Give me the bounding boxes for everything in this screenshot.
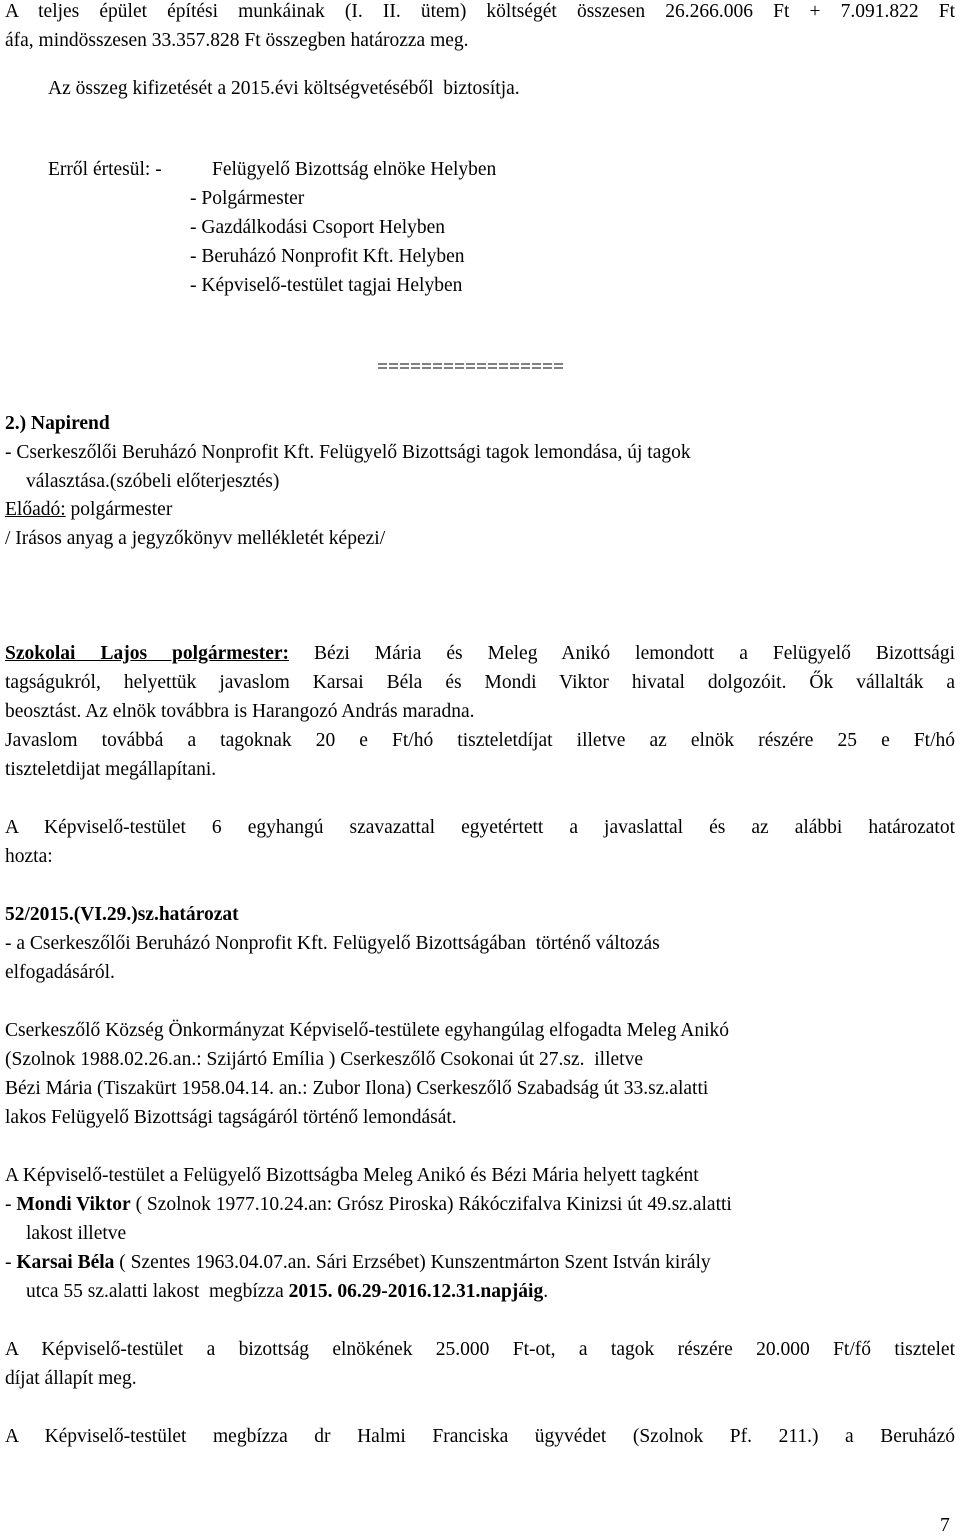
resolution-p4-line-1: A Képviselő-testület megbízza dr Halmi Franciska ügyvédet (Szolnok Pf. 211.) a Beruházó bbox=[5, 1426, 955, 1447]
member-1-line bbox=[5, 1195, 732, 1215]
speech-line-1-rest: Bézi Mária és Meleg Anikó lemondott a Felügyelő Bizottsági bbox=[289, 643, 955, 664]
resolution-p1-line-2: (Szolnok 1988.02.26.an.: Szijártó Emília ) Cserkeszőlő Csokonai út 27.sz. illetve bbox=[5, 1049, 643, 1070]
notify-item: Felügyelő Bizottság elnöke Helyben bbox=[212, 159, 497, 180]
member-2-name: Karsai Béla bbox=[16, 1252, 115, 1273]
vote-line-2: hozta: bbox=[5, 846, 53, 867]
member-1-details: ( Szolnok 1977.10.24.an: Grósz Piroska) Rákóczifalva Kinizsi út 49.sz.alatti bbox=[130, 1194, 732, 1215]
member-1-line-2: lakost illetve bbox=[26, 1223, 127, 1244]
resolution-p1-line-4: lakos Felügyelő Bizottsági tagságáról történő lemondását. bbox=[5, 1107, 457, 1128]
member-2-line bbox=[5, 1253, 711, 1273]
speech-line-4: Javaslom továbbá a tagoknak 20 e Ft/hó tiszteletdíjat illetve az elnök részére 25 e Ft/hó bbox=[5, 730, 955, 751]
resolution-p3-line-1: A Képviselő-testület a bizottság elnökének 25.000 Ft-ot, a tagok részére 20.000 Ft/fő tisztelet bbox=[5, 1339, 955, 1360]
notify-label: Erről értesül: - bbox=[48, 159, 162, 180]
resolution-subject-1: - a Cserkeszőlői Beruházó Nonprofit Kft. Felügyelő Bizottságában történő változás bbox=[5, 933, 660, 954]
member-1-name: Mondi Viktor bbox=[16, 1194, 131, 1215]
speech-line-1 bbox=[5, 644, 955, 664]
member-2-line-2-end: . bbox=[543, 1281, 549, 1302]
resolution-number: 52/2015.(VI.29.)sz.határozat bbox=[5, 904, 239, 925]
resolution-p1-line-3: Bézi Mária (Tiszakürt 1958.04.14. an.: Zubor Ilona) Cserkeszőlő Szabadság út 33.sz.alatti bbox=[5, 1078, 709, 1099]
member-2-details: ( Szentes 1963.04.07.an. Sári Erzsébet) Kunszentmárton Szent István király bbox=[114, 1252, 711, 1273]
vote-line-1: A Képviselő-testület 6 egyhangú szavazattal egyetértett a javaslattal és az alábbi határozatot bbox=[5, 817, 955, 838]
page-number: 7 bbox=[940, 1515, 950, 1536]
funding-line: Az összeg kifizetését a 2015.évi költségvetéséből biztosítja. bbox=[48, 78, 520, 99]
notify-item: - Polgármester bbox=[190, 188, 305, 209]
member-1-dash: - bbox=[5, 1194, 17, 1215]
presenter-label: Előadó: bbox=[5, 499, 66, 520]
resolution-p2-line-1: A Képviselő-testület a Felügyelő Bizottságba Meleg Anikó és Bézi Mária helyett tagként bbox=[5, 1165, 699, 1186]
agenda-number: 2.) Napirend bbox=[5, 413, 110, 434]
attachment-note: / Irásos anyag a jegyzőkönyv mellékletét képezi/ bbox=[5, 528, 386, 549]
notify-item: - Beruházó Nonprofit Kft. Helyben bbox=[190, 246, 465, 267]
presenter-name: polgármester bbox=[65, 499, 173, 520]
notify-item: - Képviselő-testület tagjai Helyben bbox=[190, 275, 463, 296]
member-2-dash: - bbox=[5, 1252, 17, 1273]
resolution-subject-2: elfogadásáról. bbox=[5, 962, 115, 983]
resolution-p3-line-2: díjat állapít meg. bbox=[5, 1368, 137, 1389]
resolution-p1-line-1: Cserkeszőlő Község Önkormányzat Képviselő-testülete egyhangúlag elfogadta Meleg Anikó bbox=[5, 1020, 729, 1041]
separator: ================= bbox=[377, 357, 564, 378]
notify-item: - Gazdálkodási Csoport Helyben bbox=[190, 217, 446, 238]
agenda-title-line-1: - Cserkeszőlői Beruházó Nonprofit Kft. Felügyelő Bizottsági tagok lemondása, új tagok bbox=[5, 442, 691, 463]
mandate-period: 2015. 06.29-2016.12.31.napjáig bbox=[288, 1281, 544, 1302]
member-2-line-2-start: utca 55 sz.alatti lakost megbízza bbox=[26, 1281, 289, 1302]
member-2-line-2 bbox=[26, 1282, 548, 1302]
top-line-1: A teljes épület építési munkáinak (I. II. ütem) költségét összesen 26.266.006 Ft + 7.091.822 Ft bbox=[5, 1, 955, 22]
agenda-title-line-2: választása.(szóbeli előterjesztés) bbox=[26, 471, 280, 492]
top-line-2: áfa, mindösszesen 33.357.828 Ft összegben határozza meg. bbox=[5, 30, 469, 51]
speech-line-5: tiszteletdijat megállapítani. bbox=[5, 759, 217, 780]
presenter-line bbox=[5, 500, 172, 520]
speech-line-3: beosztást. Az elnök továbbra is Harangozó András maradna. bbox=[5, 701, 475, 722]
speech-line-2: tagságukról, helyettük javaslom Karsai Béla és Mondi Viktor hivatal dolgozóit. Ők vállalták a bbox=[5, 672, 955, 693]
speaker-name: Szokolai Lajos polgármester: bbox=[5, 643, 290, 664]
